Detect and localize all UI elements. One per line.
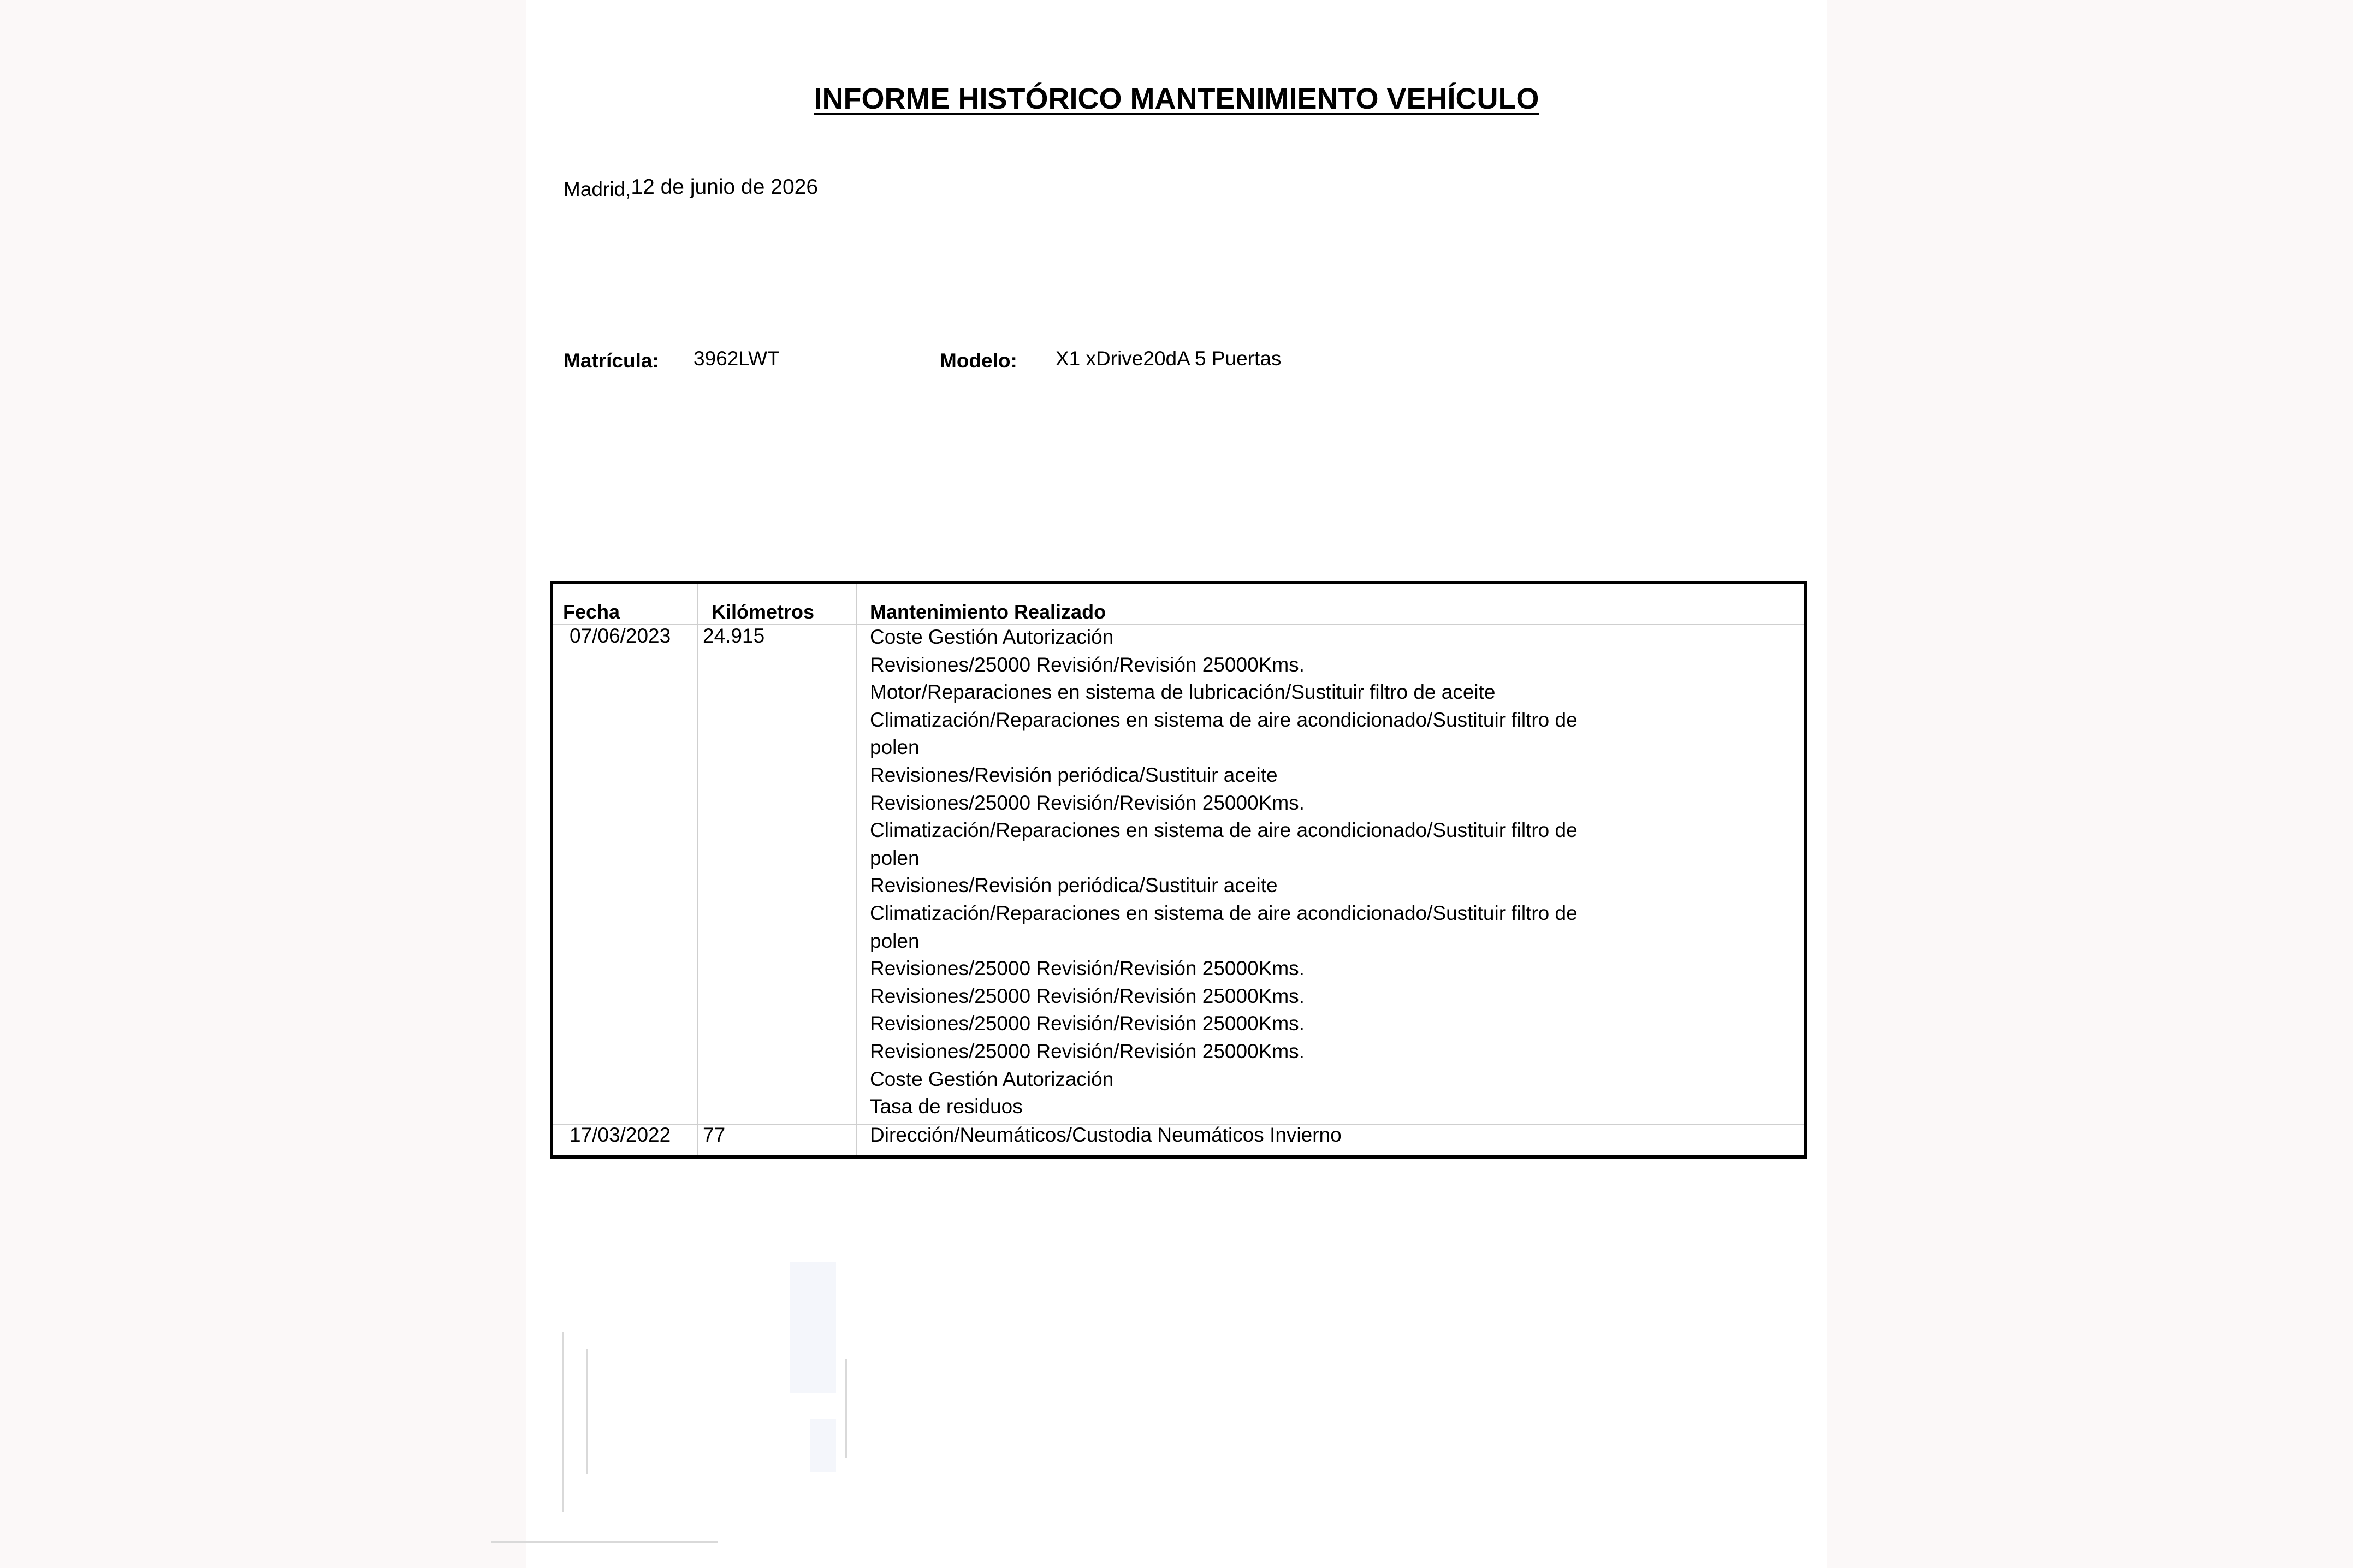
maintenance-line: Revisiones/25000 Revisión/Revisión 25000Kms.: [870, 1012, 1305, 1035]
row-km: 24.915: [703, 625, 765, 647]
scan-artifact: [491, 1541, 718, 1543]
maintenance-line: polen: [870, 929, 920, 952]
column-divider: [697, 584, 698, 1155]
maintenance-line: Revisiones/Revisión periódica/Sustituir aceite: [870, 763, 1278, 786]
column-divider: [856, 584, 857, 1155]
maintenance-line: Revisiones/25000 Revisión/Revisión 25000Kms.: [870, 957, 1305, 980]
maintenance-line: Climatización/Reparaciones en sistema de aire acondicionado/Sustituir filtro de: [870, 901, 1578, 924]
scan-artifact: [562, 1332, 564, 1512]
scan-artifact: [586, 1349, 588, 1474]
place-date: [564, 177, 818, 201]
report-date: 12 de junio de 2026: [631, 175, 819, 199]
maintenance-line: polen: [870, 846, 920, 869]
row-date: 17/03/2022: [570, 1124, 671, 1146]
maintenance-line: Tasa de residuos: [870, 1095, 1023, 1118]
row-km: 77: [703, 1124, 726, 1146]
header-date: Fecha: [563, 601, 620, 623]
maintenance-line: Dirección/Neumáticos/Custodia Neumáticos Invierno: [870, 1124, 1342, 1146]
maintenance-line: Revisiones/25000 Revisión/Revisión 25000Kms.: [870, 791, 1305, 814]
maintenance-line: Motor/Reparaciones en sistema de lubricación/Sustituir filtro de aceite: [870, 681, 1496, 704]
row-maintenance: [870, 623, 1578, 1121]
maintenance-line: Revisiones/25000 Revisión/Revisión 25000Kms.: [870, 1040, 1305, 1062]
maintenance-line: Revisiones/Revisión periódica/Sustituir aceite: [870, 874, 1278, 897]
maintenance-table: [550, 581, 1807, 1159]
maintenance-line: Revisiones/25000 Revisión/Revisión 25000Kms.: [870, 653, 1305, 676]
plate-value: 3962LWT: [694, 347, 780, 370]
maintenance-line: Coste Gestión Autorización: [870, 626, 1114, 648]
maintenance-line: Climatización/Reparaciones en sistema de aire acondicionado/Sustituir filtro de: [870, 708, 1578, 731]
maintenance-line: polen: [870, 736, 920, 759]
header-km: Kilómetros: [712, 601, 815, 623]
maintenance-line: Climatización/Reparaciones en sistema de aire acondicionado/Sustituir filtro de: [870, 819, 1578, 842]
row-date: 07/06/2023: [570, 625, 671, 647]
city: Madrid,: [564, 178, 631, 200]
model-value: X1 xDrive20dA 5 Puertas: [1056, 347, 1282, 370]
row-maintenance: [870, 1121, 1342, 1149]
model-label: Modelo:: [940, 349, 1017, 372]
scan-artifact: [790, 1262, 836, 1393]
scan-artifact: [845, 1359, 847, 1458]
scan-artifact: [810, 1419, 836, 1472]
maintenance-line: Coste Gestión Autorización: [870, 1067, 1114, 1090]
header-maintenance: Mantenimiento Realizado: [870, 601, 1106, 623]
document-page: [526, 0, 1827, 1568]
plate-label: Matrícula:: [564, 349, 659, 372]
document-title: INFORME HISTÓRICO MANTENIMIENTO VEHÍCULO: [814, 82, 1539, 115]
maintenance-line: Revisiones/25000 Revisión/Revisión 25000Kms.: [870, 984, 1305, 1007]
